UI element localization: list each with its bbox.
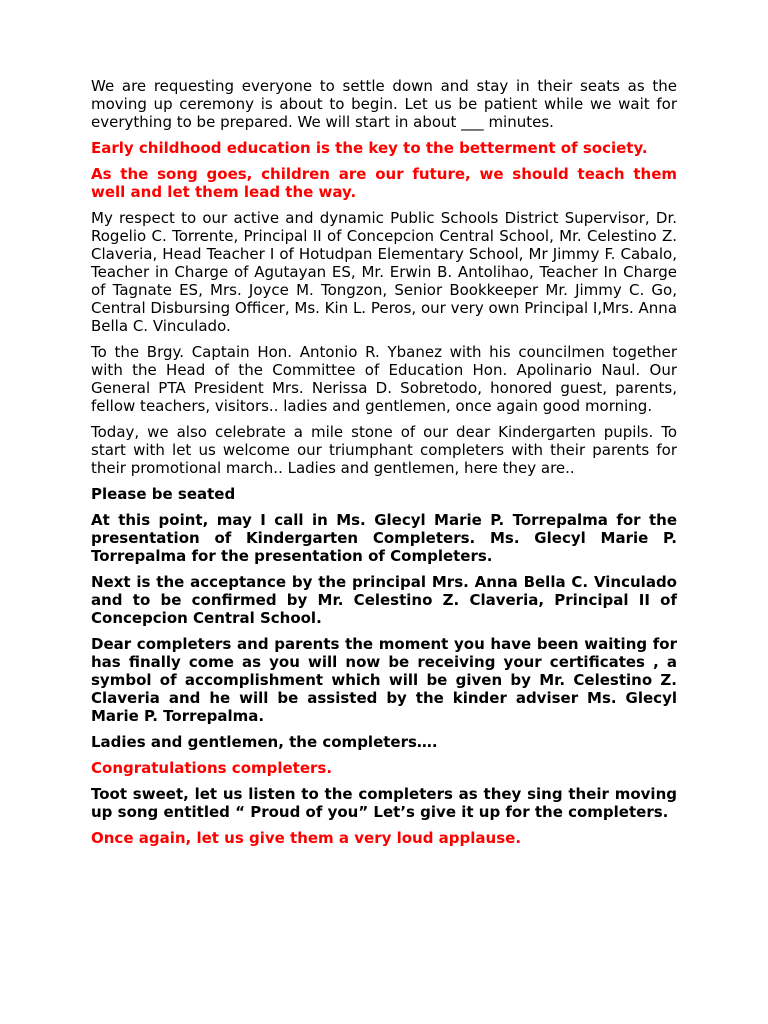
opening-announcement-paragraph: We are requesting everyone to settle down and stay in their seats as the moving up ceremony is about to begin. Let us be patient while we wait for everything to be prepared. We will start in about ___ minutes. [91, 77, 677, 131]
song-quote: As the song goes, children are our future, we should teach them well and let them lead the way. [91, 165, 677, 201]
applause-line: Once again, let us give them a very loud applause. [91, 829, 522, 847]
completers-intro-line: Ladies and gentlemen, the completers…. [91, 733, 438, 751]
congratulations-line: Congratulations completers. [91, 759, 333, 777]
certificates-paragraph: Dear completers and parents the moment you have been waiting for has finally come as you will now be receiving your certificates , a symbol of accomplishment which will be given by Mr. Celestino Z. Claveria and he will be assisted by the kinder adviser Ms. Glecyl Marie P. Torrepalma. [91, 635, 677, 725]
document-page [91, 77, 677, 855]
acknowledgement-officials-paragraph: My respect to our active and dynamic Public Schools District Supervisor, Dr. Rogelio C. Torrente, Principal II of Concepcion Central School, Mr. Celestino Z. Claveria, Head Teacher I of Hotudpan Elementary School, Mr Jimmy F. Cabalo, Teacher in Charge of Agutayan ES, Mr. Erwin B. Antolihao, Teacher In Charge of Tagnate ES, Mrs. Joyce M. Tongzon, Senior Bookkeeper Mr. Jimmy C. Go, Central Disbursing Officer, Ms. Kin L. Peros, our very own Principal I,Mrs. Anna Bella C. Vinculado. [91, 209, 678, 335]
acceptance-paragraph: Next is the acceptance by the principal Mrs. Anna Bella C. Vinculado and to be confirmed by Mr. Celestino Z. Claveria, Principal II of Concepcion Central School. [91, 573, 677, 627]
acknowledgement-guests-paragraph: To the Brgy. Captain Hon. Antonio R. Ybanez with his councilmen together with the Head of the Committee of Education Hon. Apolinario Naul. Our General PTA President Mrs. Nerissa D. Sobretodo, honored guest, parents, fellow teachers, visitors.. ladies and gentlemen, once again good morning. [91, 343, 677, 415]
processional-paragraph: Today, we also celebrate a mile stone of our dear Kindergarten pupils. To start with let us welcome our triumphant completers with their parents for their promotional march.. Ladies and gentlemen, here they are.. [91, 423, 677, 477]
please-be-seated-line: Please be seated [91, 485, 236, 503]
early-childhood-quote: Early childhood education is the key to the betterment of society. [91, 139, 648, 157]
moving-up-song-paragraph: Toot sweet, let us listen to the completers as they sing their moving up song entitled “ Proud of you” Let’s give it up for the completers. [91, 785, 677, 821]
presentation-of-completers-paragraph: At this point, may I call in Ms. Glecyl Marie P. Torrepalma for the presentation of Kindergarten Completers. Ms. Glecyl Marie P. Torrepalma for the presentation of Completers. [91, 511, 677, 565]
